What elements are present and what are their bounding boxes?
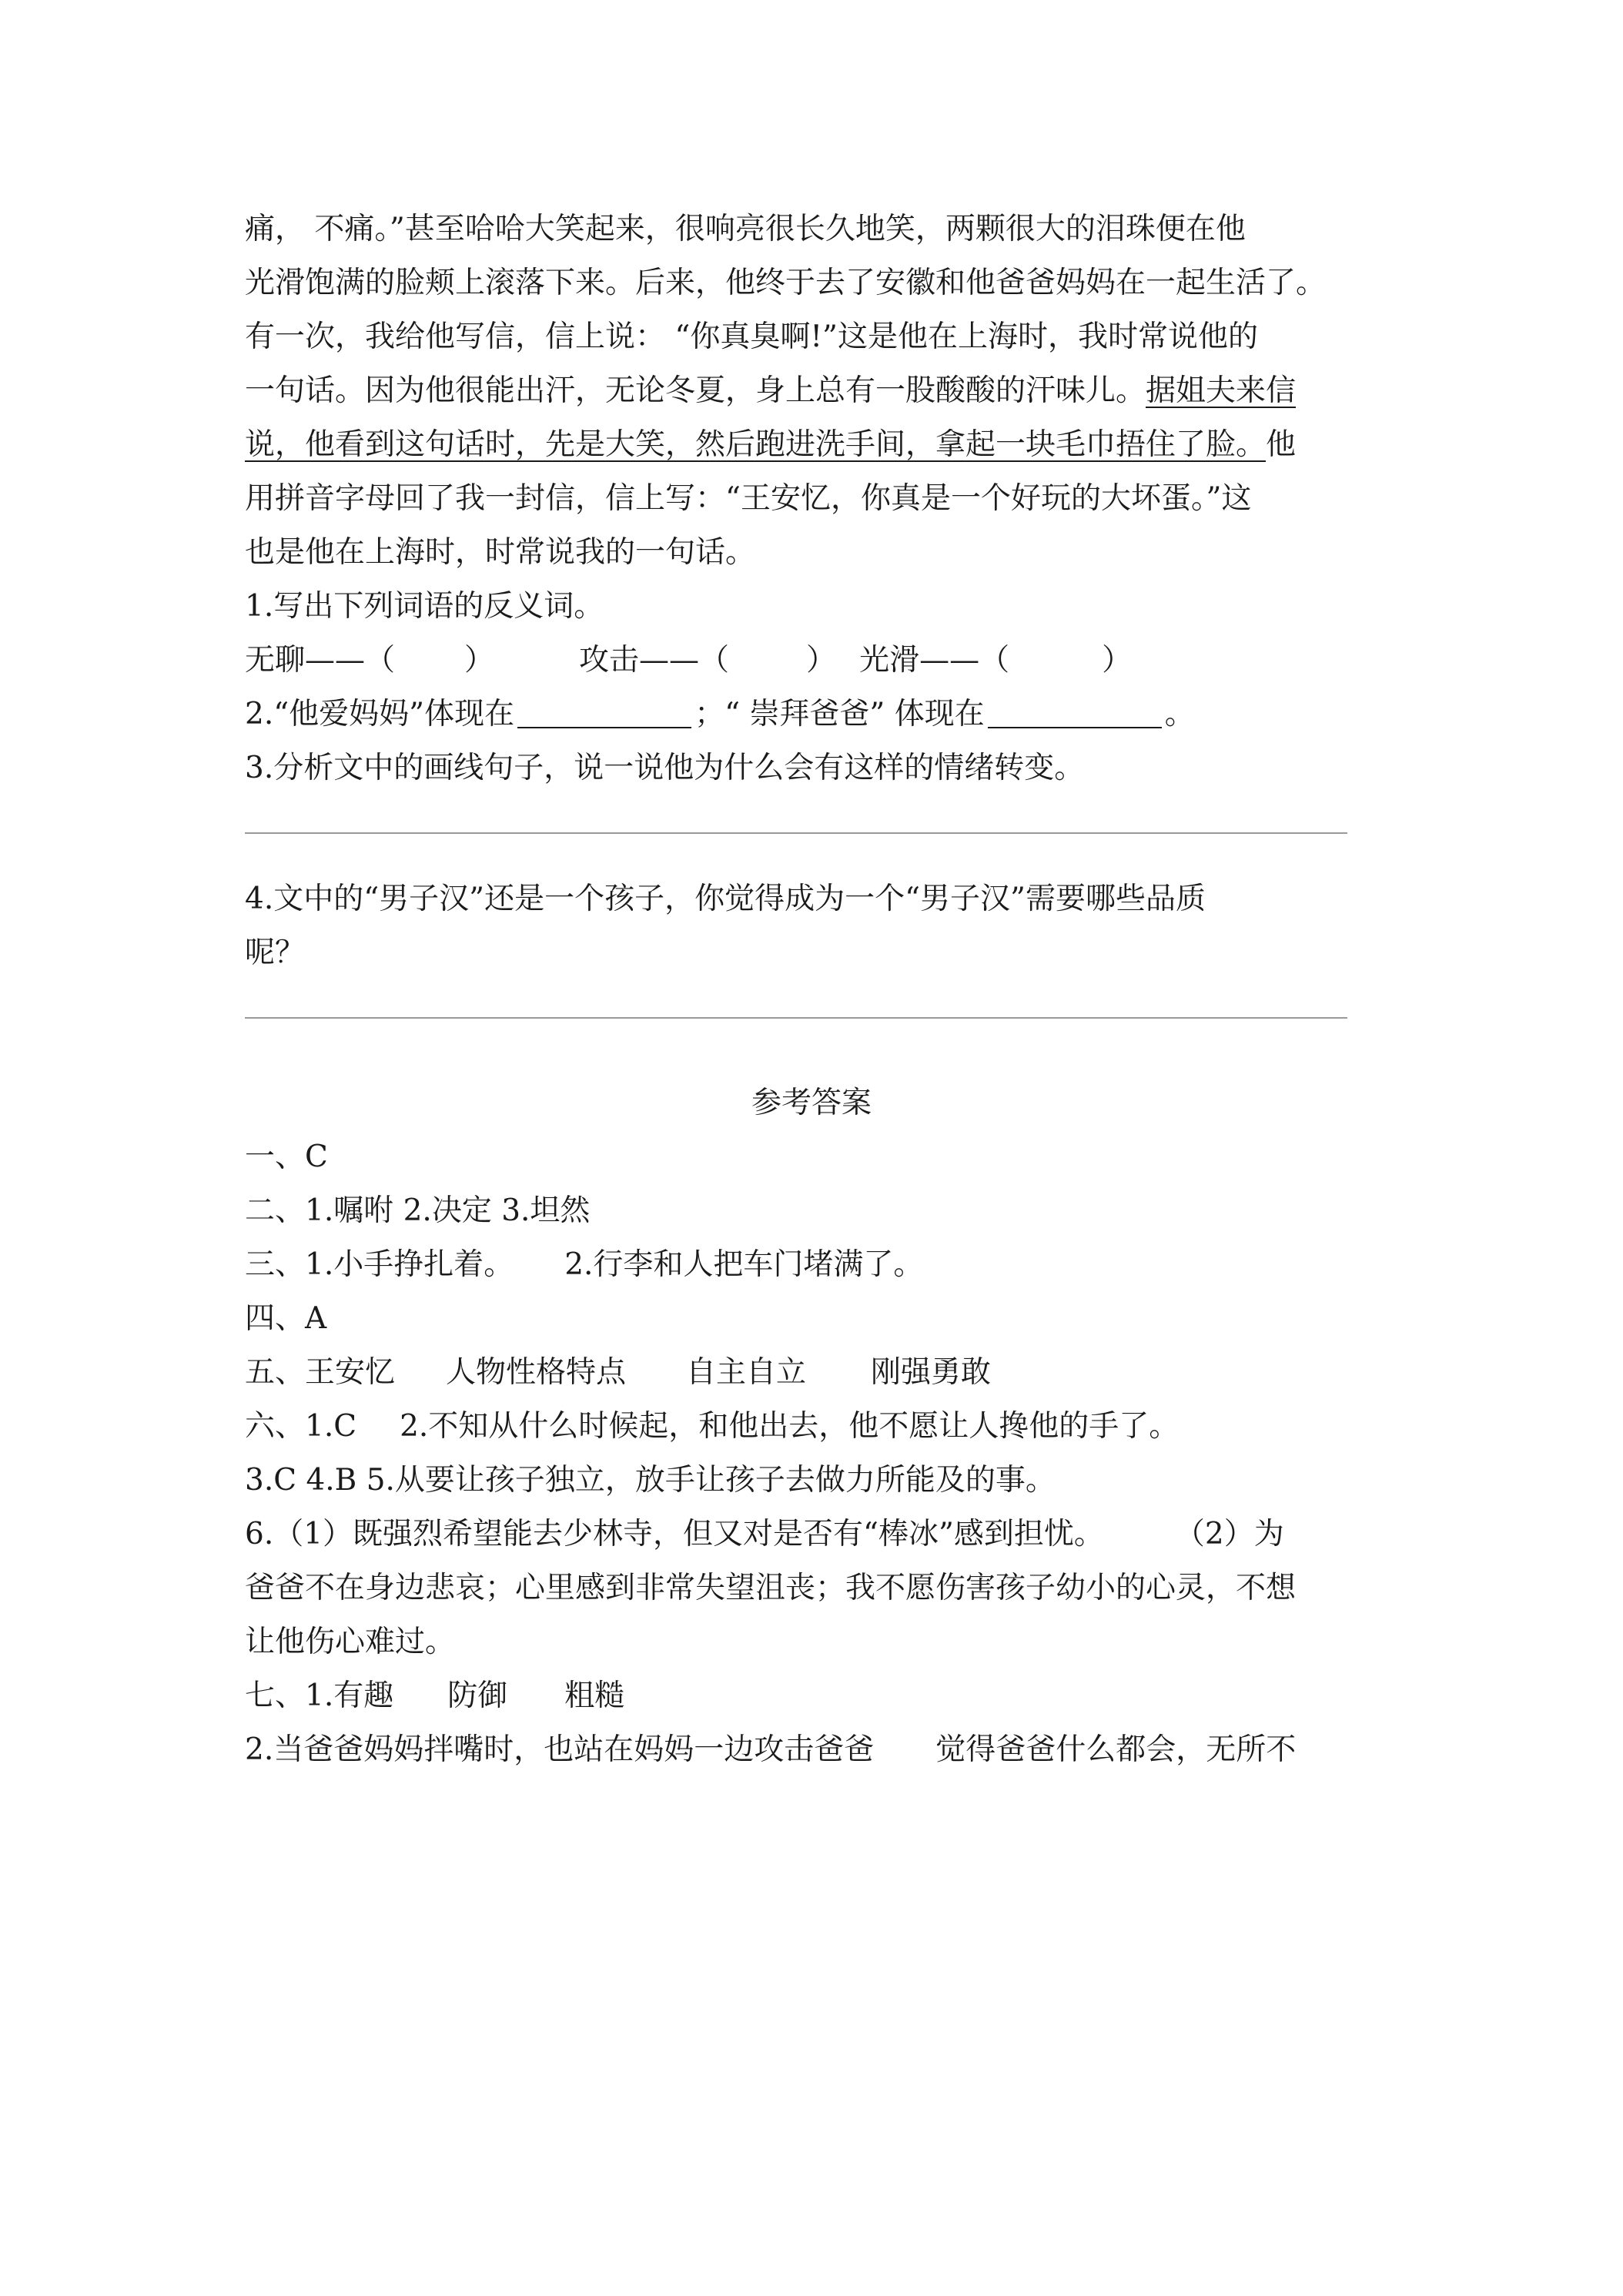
passage-line-4: [245, 368, 1296, 414]
passage-line-5: [245, 422, 1296, 468]
answer-7: [245, 1673, 624, 1719]
answer-5-item: 自主自立: [686, 1355, 807, 1390]
antonym-item-1: 无聊——（: [245, 643, 396, 678]
question-2-part-c: 。: [1164, 697, 1195, 731]
question-4-line-2: 呢？: [245, 935, 306, 970]
answer-7-item: 粗糙: [564, 1678, 625, 1713]
answer-7-part-a: 2.当爸爸妈妈拌嘴时，也站在妈妈一边攻击爸爸: [245, 1732, 875, 1767]
answer-3: [245, 1242, 923, 1288]
answer-line[interactable]: [245, 832, 1347, 834]
answer-6-line-4: 爸爸不在身边悲哀；心里感到非常失望沮丧；我不愿伤害孩子幼小的心灵，不想: [245, 1571, 1297, 1605]
antonym-close: ）: [1102, 643, 1133, 678]
answer-7-part-b: 觉得爸爸什么都会，无所不: [935, 1732, 1297, 1767]
answer-6-part-1: 六、1.C: [245, 1409, 357, 1444]
question-2: [245, 691, 1195, 738]
answer-6-line-1: [245, 1404, 1179, 1450]
passage-line-2: 光滑饱满的脸颊上滚落下来。后来，他终于去了安徽和他爸爸妈妈在一起生活了。: [245, 266, 1327, 300]
underlined-sentence: 据姐夫来信: [1146, 373, 1297, 408]
question-2-part-a: 2.“他爱妈妈”体现在: [245, 697, 515, 731]
answer-5: [245, 1350, 991, 1396]
answer-5-item: 人物性格特点: [446, 1355, 627, 1390]
passage-text: 他: [1266, 427, 1297, 462]
answer-3-part-1: 三、1.小手挣扎着。: [245, 1247, 514, 1282]
answer-line[interactable]: [245, 1017, 1347, 1019]
answer-6-line-2: 3.C 4.B 5.从要让孩子独立，放手让孩子去做力所能及的事。: [245, 1463, 1056, 1498]
answer-5-item: 五、王安忆: [245, 1355, 396, 1390]
answer-blank[interactable]: [988, 727, 1162, 728]
passage-text: 一句话。因为他很能出汗，无论冬夏，身上总有一股酸酸的汗味儿。: [245, 373, 1146, 408]
antonym-item-2: 攻击——（: [579, 643, 730, 678]
answer-6-line-3: [245, 1511, 1284, 1558]
question-1-items: [245, 638, 1132, 684]
antonym-item-3: 光滑——（: [859, 643, 1010, 678]
answer-2: 二、1.嘱咐 2.决定 3.坦然: [245, 1193, 591, 1228]
answer-5-item: 刚强勇敢: [871, 1355, 992, 1390]
question-1: 1.写出下列词语的反义词。: [245, 589, 604, 624]
question-3: 3.分析文中的画线句子，说一说他为什么会有这样的情绪转变。: [245, 751, 1085, 785]
question-4-line-1: 4.文中的“男子汉”还是一个孩子，你觉得成为一个“男子汉”需要哪些品质: [245, 882, 1206, 916]
answers-title: 参考答案: [751, 1086, 872, 1120]
passage-line-6: 用拼音字母回了我一封信，信上写：“王安忆，你真是一个好玩的大坏蛋。”这: [245, 481, 1252, 516]
answer-6-part-2: 2.不知从什么时候起，和他出去，他不愿让人搀他的手了。: [400, 1409, 1180, 1444]
answer-1: 一、C: [245, 1140, 328, 1174]
passage-line-3: 有一次，我给他写信，信上说： “你真臭啊!”这是他在上海时，我时常说他的: [245, 320, 1258, 354]
answer-3-part-2: 2.行李和人把车门堵满了。: [564, 1247, 924, 1282]
passage-line-7: 也是他在上海时，时常说我的一句话。: [245, 535, 756, 570]
answer-7-line-2: [245, 1727, 1296, 1773]
answer-4: 四、A: [245, 1301, 327, 1336]
answer-6-line-5: 让他伤心难过。: [245, 1625, 456, 1659]
answer-6-part-4: （2）为: [1174, 1517, 1284, 1551]
antonym-close: ）: [806, 643, 837, 678]
underlined-sentence: 说，他看到这句话时，先是大笑，然后跑进洗手间，拿起一块毛巾捂住了脸。: [245, 427, 1267, 462]
answer-7-item: 七、1.有趣: [245, 1678, 394, 1713]
answer-6-part-3: 6.（1）既强烈希望能去少林寺，但又对是否有“棒冰”感到担忧。: [245, 1517, 1104, 1551]
antonym-close: ）: [464, 643, 495, 678]
question-2-part-b: ；“ 崇拜爸爸” 体现在: [694, 697, 985, 731]
answer-7-item: 防御: [447, 1678, 508, 1713]
answer-blank[interactable]: [517, 727, 691, 728]
passage-line-1: 痛， 不痛。”甚至哈哈大笑起来，很响亮很长久地笑，两颗很大的泪珠便在他: [245, 212, 1246, 246]
